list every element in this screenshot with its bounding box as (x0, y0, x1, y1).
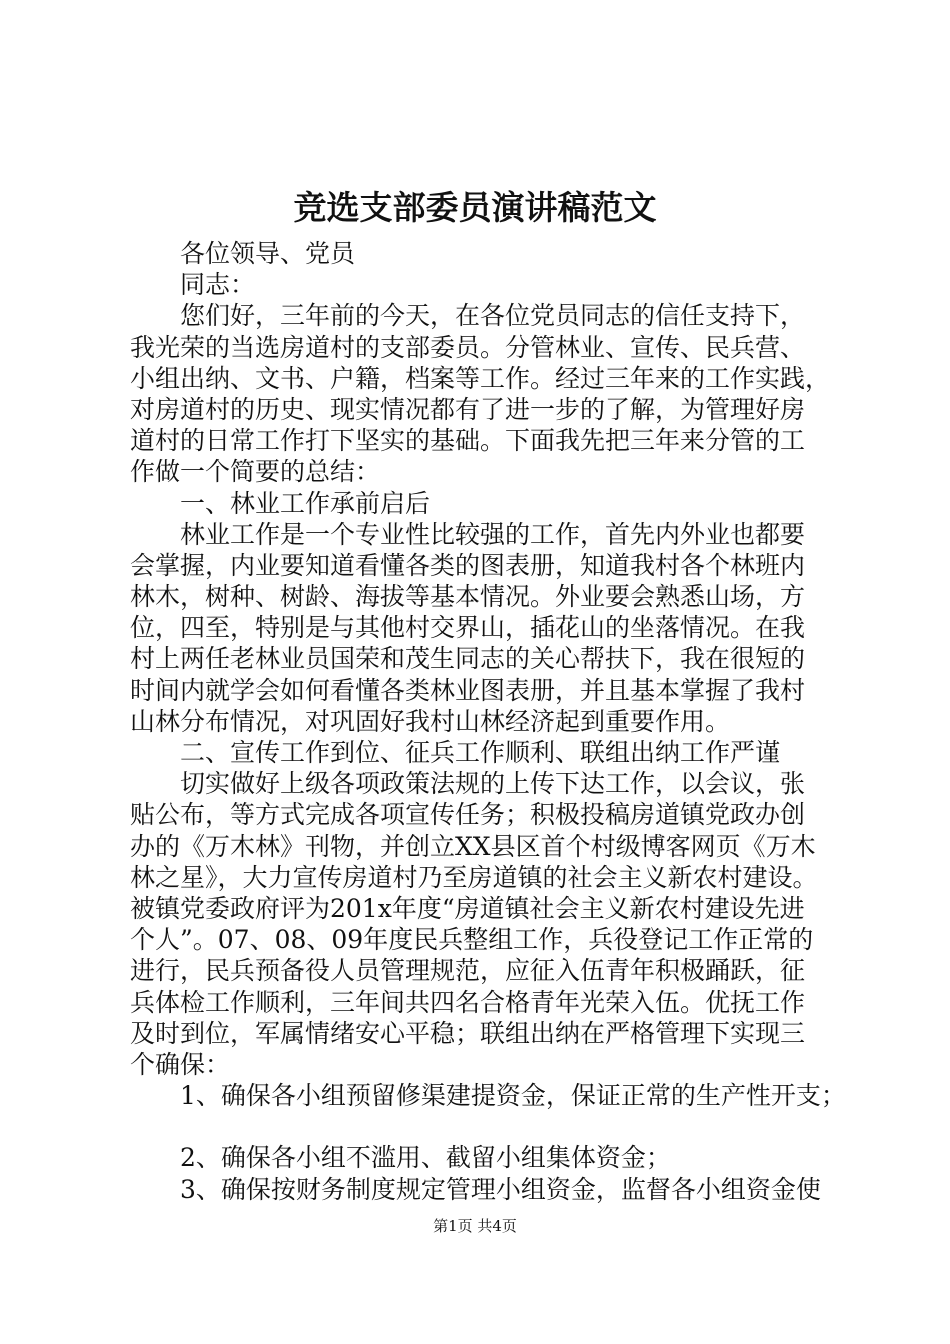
document-body (130, 238, 845, 1205)
paragraph-line: 被镇党委政府评为201x年度“房道镇社会主义新农村建设先进 (130, 893, 805, 923)
paragraph-line: 您们好，三年前的今天，在各位党员同志的信任支持下， (180, 301, 806, 331)
paragraph-line: 及时到位，军属情绪安心平稳；联组出纳在严格管理下实现三 (130, 1018, 806, 1048)
section-heading: 一、林业工作承前启后 (180, 488, 431, 518)
paragraph-line: 对房道村的历史、现实情况都有了进一步的了解，为管理好房 (130, 394, 806, 424)
paragraph-line: 林业工作是一个专业性比较强的工作，首先内外业也都要 (180, 519, 806, 549)
paragraph-line: 小组出纳、文书、户籍，档案等工作。经过三年来的工作实践， (130, 363, 831, 393)
salutation-line: 各位领导、党员 (180, 239, 356, 268)
paragraph-line: 位，四至，特别是与其他村交界山，插花山的坐落情况。在我 (130, 613, 806, 643)
section-heading: 二、宣传工作到位、征兵工作顺利、联组出纳工作严谨 (180, 738, 781, 767)
document-title: 竞选支部委员演讲稿范文 (293, 188, 657, 227)
list-item: 1、确保各小组预留修渠建提资金，保证正常的生产性开支； (180, 1081, 846, 1111)
paragraph-line: 会掌握，内业要知道看懂各类的图表册，知道我村各个林班内 (130, 550, 806, 580)
paragraph-line: 我光荣的当选房道村的支部委员。分管林业、宣传、民兵营、 (130, 332, 806, 362)
paragraph-line: 时间内就学会如何看懂各类林业图表册，并且基本掌握了我村 (130, 675, 806, 705)
paragraph-line: 进行，民兵预备役人员管理规范，应征入伍青年积极踊跃，征 (130, 956, 806, 986)
paragraph-line: 办的《万木林》刊物，并创立XX县区首个村级博客网页《万木 (130, 831, 816, 861)
list-item: 3、确保按财务制度规定管理小组资金，监督各小组资金使 (180, 1174, 821, 1204)
paragraph-line: 个人”。07、08、09年度民兵整组工作，兵役登记工作正常的 (130, 925, 814, 955)
paragraph-line: 个确保： (130, 1049, 231, 1079)
list-item: 2、确保各小组不滥用、截留小组集体资金； (180, 1143, 671, 1173)
paragraph-line: 村上两任老林业员国荣和茂生同志的关心帮扶下，我在很短的 (130, 644, 806, 674)
paragraph-line: 作做一个简要的总结： (130, 457, 381, 487)
paragraph-line: 林之星》，大力宣传房道村乃至房道镇的社会主义新农村建设。 (130, 862, 818, 892)
salutation-line: 同志： (180, 270, 256, 300)
paragraph-line: 贴公布，等方式完成各项宣传任务；积极投稿房道镇党政办创 (130, 800, 806, 830)
paragraph-line: 林木，树种、树龄、海拔等基本情况。外业要会熟悉山场，方 (130, 582, 806, 612)
paragraph-line: 切实做好上级各项政策法规的上传下达工作，以会议，张 (180, 769, 806, 799)
page-footer: 第1页 共4页 (433, 1217, 517, 1235)
paragraph-line: 山林分布情况，对巩固好我村山林经济起到重要作用。 (130, 706, 731, 736)
paragraph-line: 兵体检工作顺利，三年间共四名合格青年光荣入伍。优抚工作 (130, 987, 806, 1017)
paragraph-line: 道村的日常工作打下坚实的基础。下面我先把三年来分管的工 (130, 426, 806, 456)
blank-line (130, 1111, 845, 1142)
